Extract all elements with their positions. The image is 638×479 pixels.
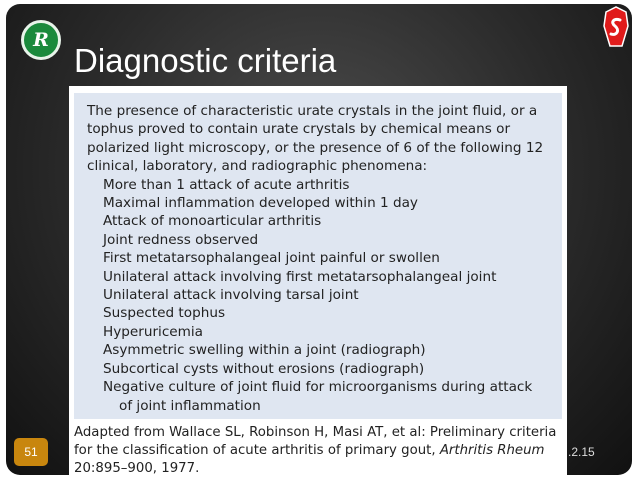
slide-title: Diagnostic criteria <box>74 42 337 79</box>
slide-number-badge: 51 <box>14 438 48 466</box>
footer-date: .2.15 <box>568 445 595 459</box>
reference-journal: Arthritis Rheum <box>439 443 545 458</box>
logo-left-text: R <box>33 29 47 51</box>
criterion-item: More than 1 attack of acute arthritis <box>103 176 350 193</box>
criterion-item: Suspected tophus <box>103 305 226 322</box>
criteria-panel <box>74 93 562 419</box>
criterion-item: Hyperuricemia <box>103 323 204 340</box>
criterion-item: First metatarsophalangeal joint painful or swollen <box>103 250 440 267</box>
criterion-item-last <box>87 378 562 415</box>
reference-text <box>74 424 564 475</box>
criteria-intro: The presence of characteristic urate crystals in the joint fluid, or a tophus proved to contain urate crystals by chemical means or polarized light microscopy, or the presence of 6 of the following 12 clinical, laboratory, and radiographic phenomena: <box>87 103 544 175</box>
criterion-item: Asymmetric swelling within a joint (radiograph) <box>103 342 426 359</box>
criterion-item: Subcortical cysts without erosions (radiograph) <box>103 360 425 377</box>
criterion-last-line1: Negative culture of joint fluid for microorganisms during attack <box>103 379 533 396</box>
content-box <box>69 86 567 475</box>
slide <box>6 4 632 475</box>
reference-after: 20:895–900, 1977. <box>74 461 200 475</box>
logo-left-badge <box>21 20 61 60</box>
criterion-item: Unilateral attack involving tarsal joint <box>103 287 359 304</box>
logo-right-icon <box>602 6 630 50</box>
criterion-item: Attack of monoarticular arthritis <box>103 213 322 230</box>
criterion-last-line2: of joint inflammation <box>119 397 261 414</box>
criterion-item: Maximal inflammation developed within 1 day <box>103 195 418 212</box>
criterion-item: Unilateral attack involving first metatarsophalangeal joint <box>103 268 497 285</box>
criteria-list <box>87 176 562 415</box>
reference-before: Adapted from Wallace SL, Robinson H, Masi AT, et al: Preliminary criteria for the classification of acute arthritis of primary gout, <box>74 425 557 458</box>
criterion-item: Joint redness observed <box>103 231 259 248</box>
